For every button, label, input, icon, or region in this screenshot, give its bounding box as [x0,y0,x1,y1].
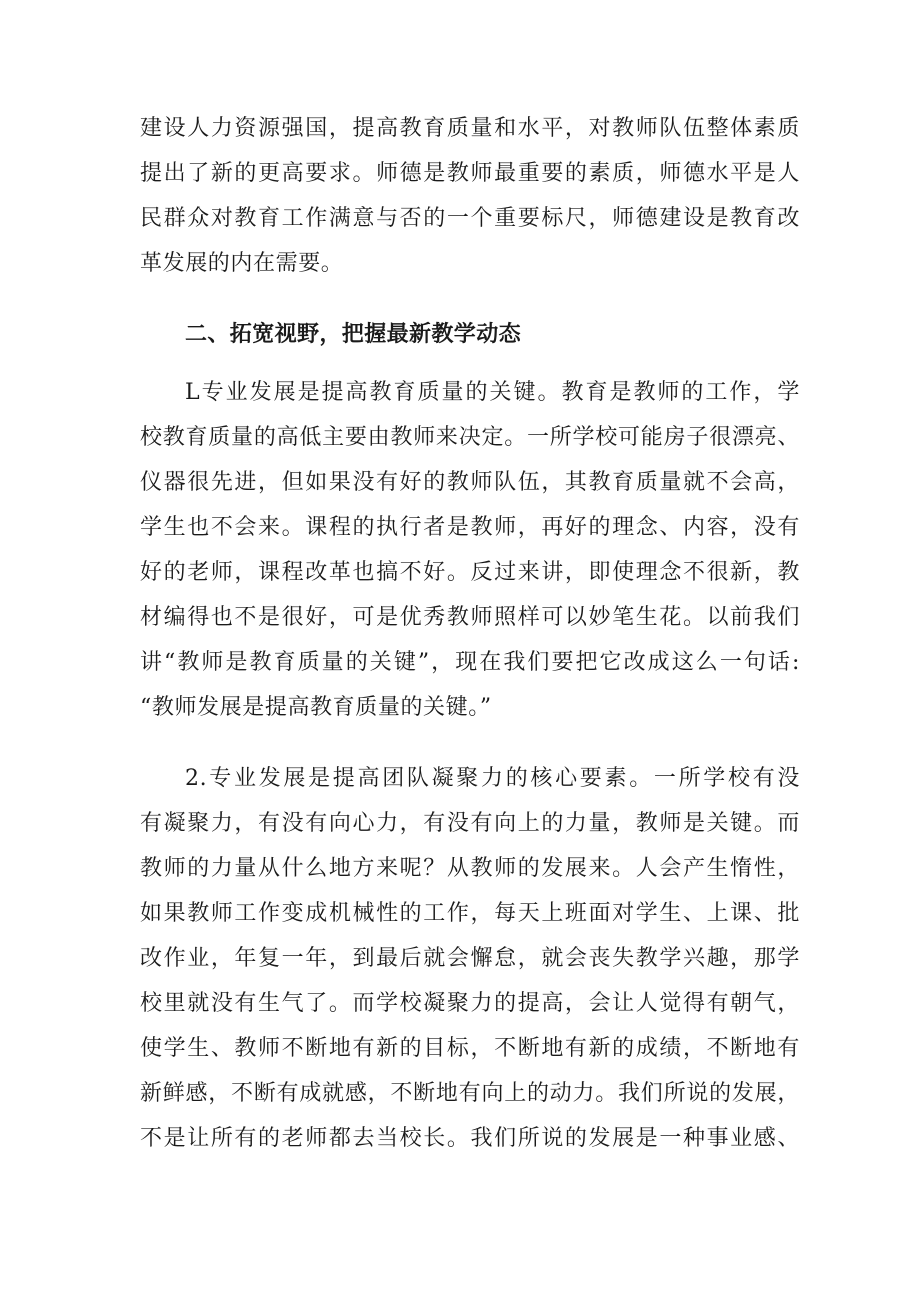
paragraph-2-line-8: “教师发展是提高教育质量的关键。” [140,695,492,720]
paragraph-3-line-2: 有凝聚力，有没有向心力，有没有向上的力量，教师是关键。而 [140,811,800,836]
paragraph-1-line-4: 革发展的内在需要。 [140,251,344,276]
paragraph-3-line-6: 校里就没有生气了。而学校凝聚力的提高，会让人觉得有朝气， [140,991,800,1016]
paragraph-2-line-1: L专业发展是提高教育质量的关键。教育是教师的工作，学 [185,380,800,405]
paragraph-3-line-7: 使学生、教师不断地有新的目标，不断地有新的成绩，不断地有 [140,1036,800,1061]
paragraph-1-line-1: 建设人力资源强国，提高教育质量和水平，对教师队伍整体素质 [140,116,800,141]
paragraph-3-line-9: 不是让所有的老师都去当校长。我们所说的发展是一种事业感、 [140,1126,800,1151]
paragraph-3-line-4: 如果教师工作变成机械性的工作，每天上班面对学生、上课、批 [140,901,800,926]
paragraph-2-line-6: 材编得也不是很好，可是优秀教师照样可以妙笔生花。以前我们 [140,605,800,630]
paragraph-3-line-3: 教师的力量从什么地方来呢？从教师的发展来。人会产生惰性， [140,856,800,881]
paragraph-2-line-5: 好的老师，课程改革也搞不好。反过来讲，即使理念不很新，教 [140,560,800,585]
section-heading: 二、拓宽视野，把握最新教学动态 [185,322,522,347]
paragraph-2-line-3: 仪器很先进，但如果没有好的教师队伍，其教育质量就不会高， [140,470,800,495]
paragraph-1-line-2: 提出了新的更高要求。师德是教师最重要的素质，师德水平是人 [140,161,800,186]
paragraph-3-line-8: 新鲜感，不断有成就感，不断地有向上的动力。我们所说的发展， [140,1081,800,1106]
paragraph-3-line-5: 改作业，年复一年，到最后就会懈怠，就会丧失教学兴趣，那学 [140,946,800,971]
paragraph-1-line-3: 民群众对教育工作满意与否的一个重要标尺，师德建设是教育改 [140,206,800,231]
paragraph-2-line-2: 校教育质量的高低主要由教师来决定。一所学校可能房子很漂亮、 [140,425,800,450]
paragraph-2-line-4: 学生也不会来。课程的执行者是教师，再好的理念、内容，没有 [140,515,800,540]
paragraph-2-line-7: 讲“教师是教育质量的关键”，现在我们要把它改成这么一句话: [140,650,800,675]
paragraph-3-line-1: 2.专业发展是提高团队凝聚力的核心要素。一所学校有没 [185,766,800,791]
